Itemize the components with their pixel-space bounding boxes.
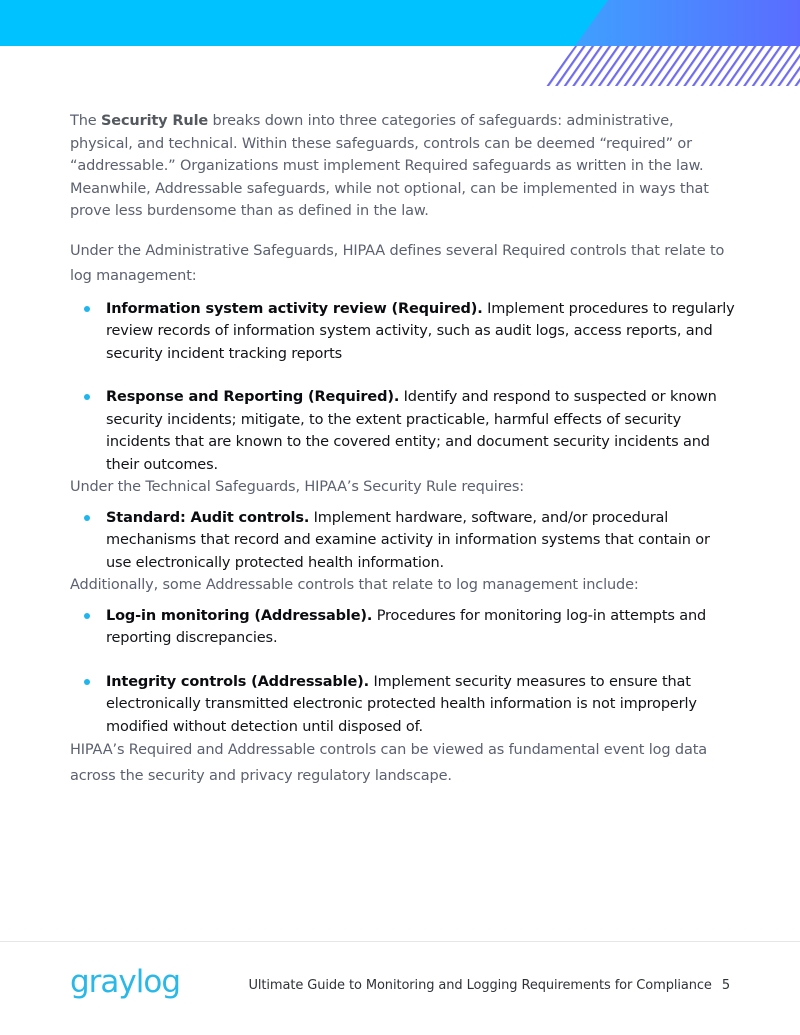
list-item: Integrity controls (Addressable). Implement security measures to ensure that electronically transmitted electronic protected health information is not improperly modified without detection until disposed of. [70, 671, 735, 739]
page-number: 5 [721, 978, 730, 993]
footer [224, 976, 730, 996]
graylog-logo: graylog [70, 964, 181, 1000]
document-body [70, 110, 735, 789]
addressable-list [70, 605, 735, 739]
list-item: Log-in monitoring (Addressable). Procedures for monitoring log-in attempts and reporting discrepancies. [70, 605, 735, 650]
bullet-icon [84, 613, 90, 619]
footer-divider [0, 941, 800, 942]
addressable-intro: Additionally, some Addressable controls that relate to log management include: [70, 577, 639, 593]
list-item: Response and Reporting (Required). Identify and respond to suspected or known security incidents; mitigate, to the extent practicable, harmful effects of security incidents that are known to the covered entity; and document security incidents and their outcomes. [70, 386, 735, 476]
bullet-icon [84, 394, 90, 400]
admin-list [70, 298, 735, 477]
list-item: Standard: Audit controls. Implement hardware, software, and/or procedural mechanisms that record and examine activity in information systems that contain or use electronically protected health information. [70, 507, 735, 575]
tech-intro: Under the Technical Safeguards, HIPAA’s Security Rule requires: [70, 479, 525, 495]
admin-intro: Under the Administrative Safeguards, HIPAA defines several Required controls that relate to log management: [70, 242, 725, 284]
tech-list [70, 507, 735, 575]
bullet-icon [84, 679, 90, 685]
list-item: Information system activity review (Required). Implement procedures to regularly review records of information system activity, such as audit logs, access reports, and security incident tracking reports [70, 298, 735, 366]
intro-paragraph: The Security Rule breaks down into three categories of safeguards: administrative, physical, and technical. Within these safeguards, controls can be deemed “required” or “addressable.” Organizations must implement Required safeguards as written in the law. Meanwhile, Addressable safeguards, while not optional, can be implemented in ways that prove less burdensome than as defined in the law. [70, 113, 709, 219]
security-rule-term: Security Rule [100, 113, 209, 129]
bullet-icon [84, 306, 90, 312]
header-banner [0, 0, 800, 86]
closing-paragraph: HIPAA’s Required and Addressable controls can be viewed as fundamental event log data across the security and privacy regulatory landscape. [70, 742, 707, 784]
bullet-icon [84, 515, 90, 521]
document-title: Ultimate Guide to Monitoring and Logging Requirements for Compliance [248, 978, 712, 993]
